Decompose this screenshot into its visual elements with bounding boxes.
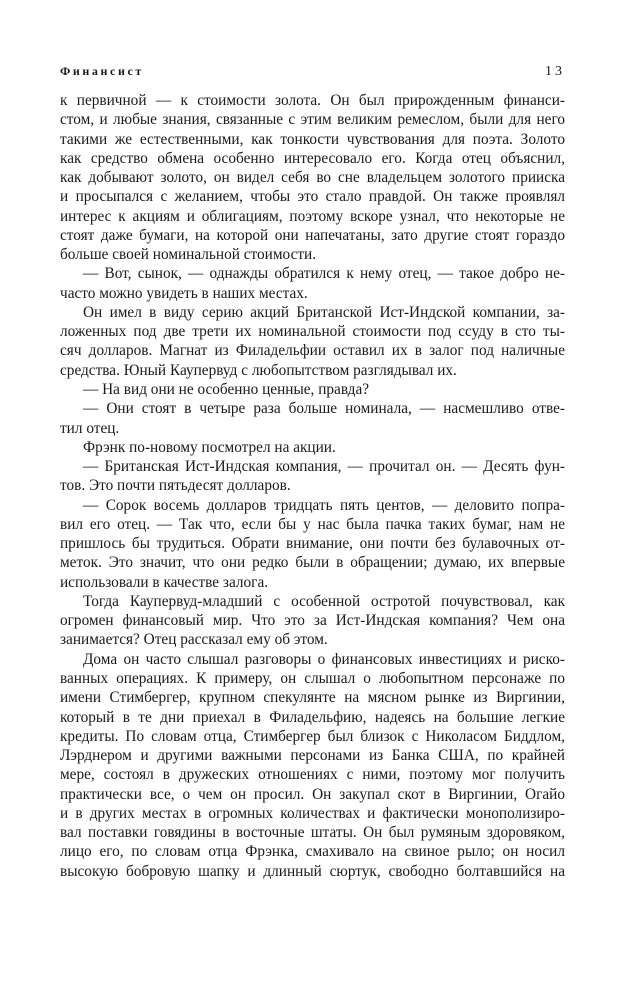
text-line: высокую бобровую шапку и длинный сюртук, свободно болтавшийся на [60,862,565,880]
text-line: стом, и любые знания, связанные с этим великим ремеслом, были для него [60,111,565,129]
text-line: и просыпался с желанием, чтобы это стало правдой. Он также проявлял [60,188,565,206]
text-line: меток. Это значит, что они редко были в обращении; думаю, их впервые [60,554,565,572]
text-line: тил отец. [60,419,120,437]
text-line: — Они стоят в четыре раза больше номинала, — насмешливо отве- [83,400,565,418]
text-line: Дома он часто слышал разговоры о финансовых инвестициях и риско- [83,650,565,668]
text-line: который в те дни приехал в Филадельфию, надеясь на большие легкие [60,708,565,726]
text-line: Он имел в виду серию акций Британской Ист-Индской компании, за- [83,303,565,321]
text-line: сяч долларов. Магнат из Филадельфии оставил их в залог под наличные [60,342,565,360]
text-line: пришлось бы трудиться. Обрати внимание, они почти без булавочных от- [60,535,565,553]
text-line: лицо его, по словам отца Фрэнка, смахивало на свиное рыло; он носил [60,843,565,861]
text-line: к первичной — к стоимости золота. Он был прирожденным финанси- [60,92,565,109]
text-line: огромен финансовый мир. Что это за Ист-Индская компания? Чем она [60,612,565,630]
text-line: вал поставки говядины в восточные штаты. Он был румяным здоровяком, [60,824,565,842]
text-line: использовали в качестве залога. [60,573,269,591]
text-line: интерес к акциям и облигациям, поэтому вскоре узнал, что некоторые не [60,207,565,225]
text-line: — Сорок восемь долларов тридцать пять центов, — деловито попра- [83,496,565,514]
text-line: — Британская Ист-Индская компания, — прочитал он. — Десять фун- [83,458,565,476]
text-line: занимается? Отец рассказал ему об этом. [60,631,328,649]
text-line: — На вид они не особенно ценные, правда? [83,380,370,398]
text-line: Лэрднером и другими важными персонами из Банка США, по крайней [60,747,565,765]
text-line: Тогда Каупервуд-младший с особенной остротой почувствовал, как [83,592,565,610]
text-line: кредиты. По словам отца, Стимбергер был близок с Николасом Биддлом, [60,727,565,745]
text-line: такими же естественными, как тонкости чувствования для поэта. Золото [60,130,565,148]
running-title: Финансист [60,64,144,78]
text-line: имени Стимбергер, крупном спекулянте на мясном рынке из Виргинии, [60,689,565,707]
text-line: ложенных под две трети их номинальной стоимости под ссуду в сто ты- [60,323,565,341]
text-line: как средство обмена особенно интересовало его. Когда отец объяснил, [60,149,565,167]
text-line: ванных операциях. К примеру, он слышал о любопытном персонаже по [60,669,565,687]
text-line: мере, состоял в дружеских отношениях с ними, поэтому мог получить [60,766,565,784]
text-line: стоят даже бумаги, на которой они напечатаны, зато другие стоят гораздо [60,226,565,244]
text-line: больше своей номинальной стоимости. [60,246,317,264]
text-line: практически все, о чем он просил. Он закупал скот в Виргинии, Огайо [60,785,565,803]
text-line: тов. Это почти пятьдесят долларов. [60,477,291,495]
text-line: вил его отец. — Так что, если бы у нас была пачка таких бумаг, нам не [60,515,565,533]
text-line: часто можно увидеть в наших местах. [60,284,308,302]
page-number: 13 [545,64,565,79]
text-line: как добывают золото, он видел себя во сне владельцем золотого прииска [60,169,565,187]
text-line: и в других местах в огромных количествах и фактически монополизиро- [60,804,565,822]
running-header [60,64,565,84]
page-body-text [60,91,565,881]
text-line: средства. Юный Каупервуд с любопытством разглядывал их. [60,361,457,379]
text-line: Фрэнк по-новому посмотрел на акции. [83,438,336,456]
text-line: — Вот, сынок, — однажды обратился к нему отец, — такое добро не- [83,265,565,283]
